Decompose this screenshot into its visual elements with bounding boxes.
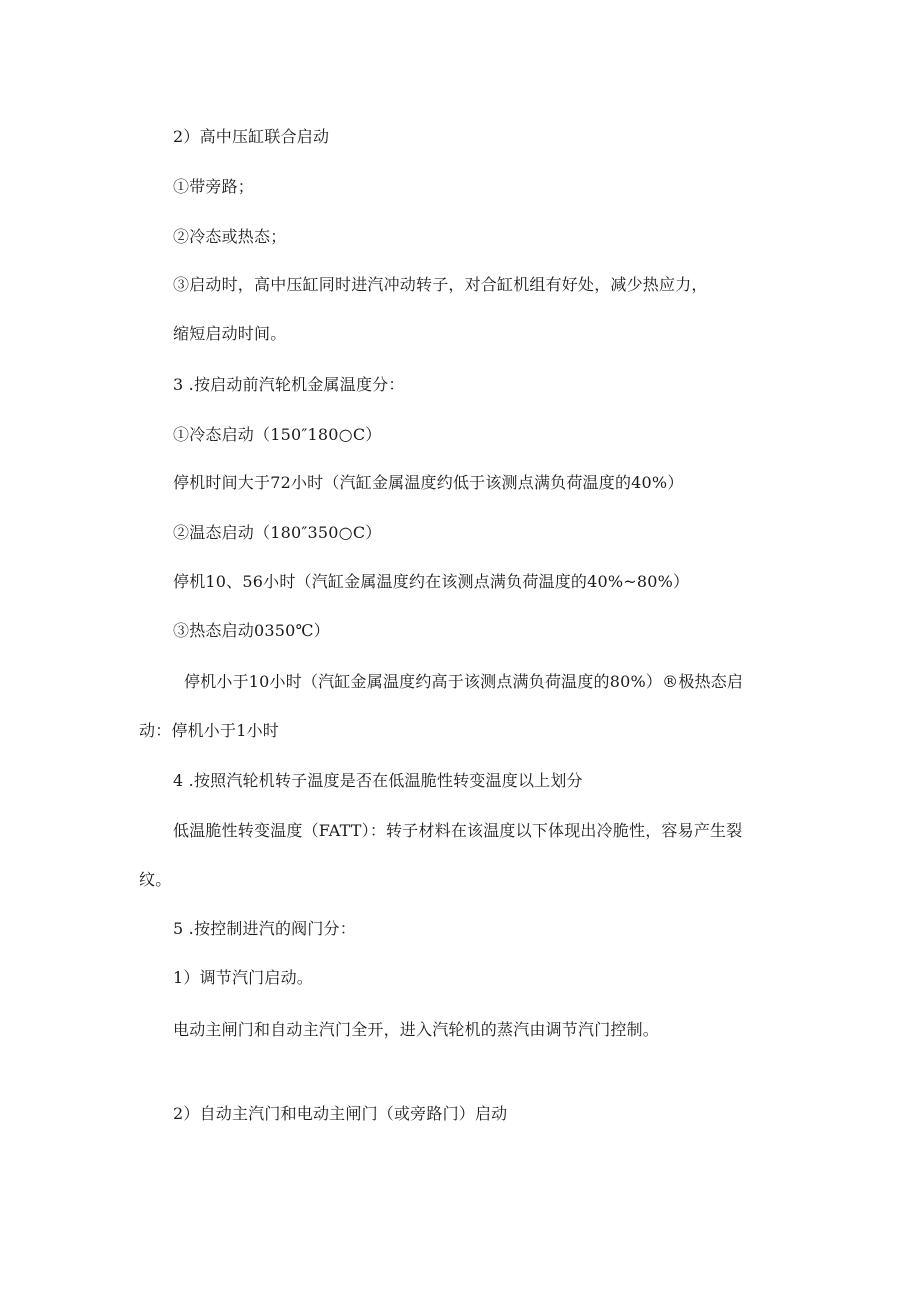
warm-start-description: 停机10、56小时（汽缸金属温度约在该测点满负荷温度的40%~80%） bbox=[173, 572, 690, 591]
section-heading-3: 3 .按启动前汽轮机金属温度分： bbox=[173, 375, 405, 394]
list-item-cold-or-hot: ②冷态或热态； bbox=[173, 227, 287, 246]
list-item-main-stop-valve-start: 2）自动主汽门和电动主闸门（或旁路门）启动 bbox=[173, 1104, 508, 1123]
list-item-cold-start: ①冷态启动（150″180○C） bbox=[173, 425, 382, 444]
list-item-startup-description: ③启动时，高中压缸同时进汽冲动转子，对合缸机组有好处，减少热应力， bbox=[173, 275, 708, 294]
fatt-continuation: 纹。 bbox=[139, 870, 172, 889]
list-item-governing-valve-start: 1）调节汽门启动。 bbox=[173, 968, 313, 987]
paragraph-continuation: 缩短启动时间。 bbox=[173, 324, 287, 343]
list-item-bypass: ①带旁路； bbox=[173, 177, 255, 196]
fatt-definition: 低温脆性转变温度（FATT）：转子材料在该温度以下体现出冷脆性，容易产生裂 bbox=[173, 821, 743, 840]
hot-start-description: 停机小于10小时（汽缸金属温度约高于该测点满负荷温度的80%）®极热态启 bbox=[184, 672, 744, 691]
section-heading-4: 4 .按照汽轮机转子温度是否在低温脆性转变温度以上划分 bbox=[173, 771, 583, 790]
section-heading-5: 5 .按控制进汽的阀门分： bbox=[173, 919, 356, 938]
heading-hp-ip-joint-start: 2）高中压缸联合启动 bbox=[173, 127, 330, 146]
cold-start-description: 停机时间大于72小时（汽缸金属温度约低于该测点满负荷温度的40%） bbox=[173, 473, 684, 492]
list-item-warm-start: ②温态启动（180″350○C） bbox=[173, 523, 382, 542]
governing-valve-description: 电动主闸门和自动主汽门全开，进入汽轮机的蒸汽由调节汽门控制。 bbox=[173, 1020, 660, 1039]
hot-start-continuation: 动：停机小于1小时 bbox=[139, 721, 279, 740]
list-item-hot-start: ③热态启动0350℃） bbox=[173, 621, 330, 640]
